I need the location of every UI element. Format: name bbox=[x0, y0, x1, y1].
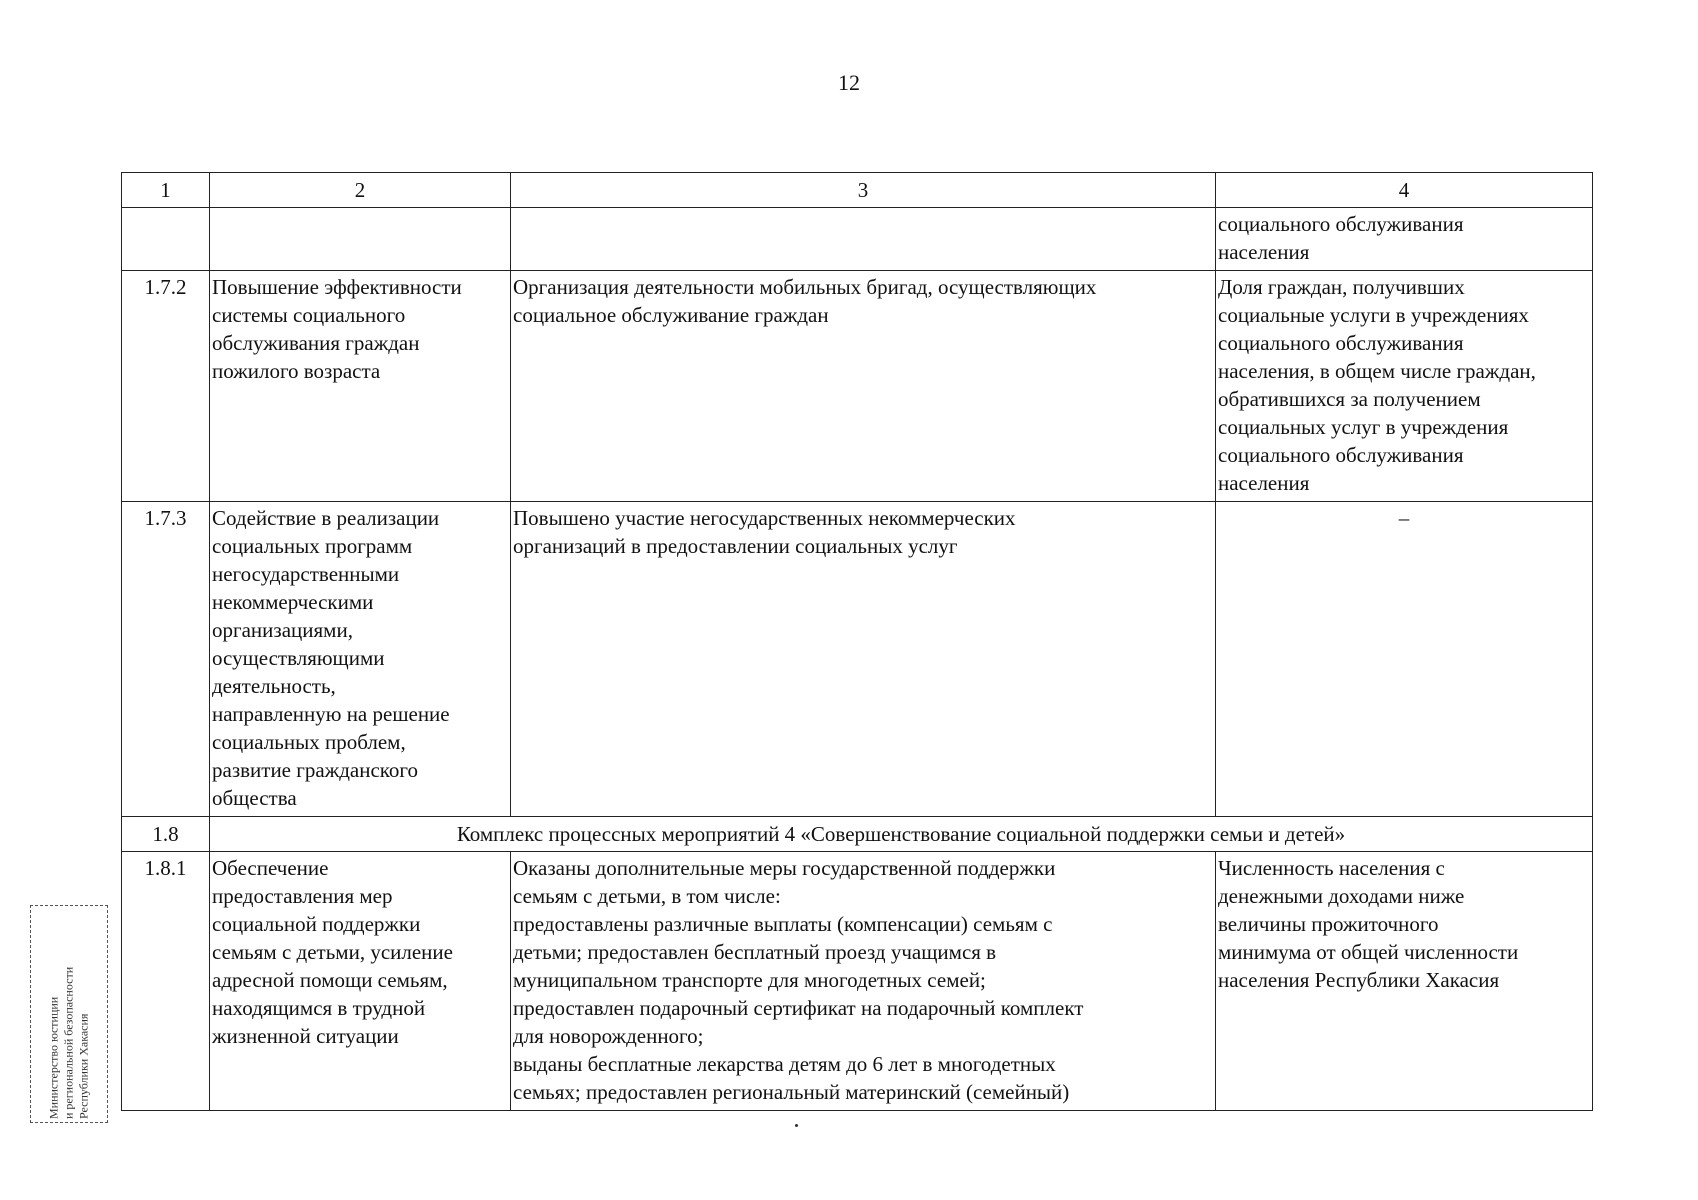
cell-line: системы социального bbox=[212, 303, 406, 327]
cell-line: общества bbox=[212, 786, 297, 810]
cell-line: социальных проблем, bbox=[212, 730, 406, 754]
cell-num: 1.8 bbox=[122, 817, 210, 852]
cell-indicator bbox=[1216, 208, 1593, 271]
table-row-continuation bbox=[122, 208, 1593, 271]
cell-line: предоставлен подарочный сертификат на подарочный комплект bbox=[513, 996, 1084, 1020]
cell-line: пожилого возраста bbox=[212, 359, 381, 383]
page-number: 12 bbox=[838, 70, 860, 95]
cell-indicator-dash: – bbox=[1216, 502, 1593, 817]
cell-num: 1.7.2 bbox=[122, 271, 210, 502]
cell-line: осуществляющими bbox=[212, 646, 385, 670]
registration-stamp bbox=[30, 905, 108, 1123]
cell-line: социальной поддержки bbox=[212, 912, 421, 936]
cell-measure bbox=[210, 502, 511, 817]
cell-line: предоставления мер bbox=[212, 884, 393, 908]
stamp-line: Министерство юстиции bbox=[46, 996, 61, 1119]
cell-line: величины прожиточного bbox=[1218, 912, 1439, 936]
table-row-1-7-2 bbox=[122, 271, 1593, 502]
cell-line: минимума от общей численности bbox=[1218, 940, 1519, 964]
cell-line: Повышено участие негосударственных некоммерческих bbox=[513, 506, 1016, 530]
table-row-1-7-3 bbox=[122, 502, 1593, 817]
cell-line: семьям с детьми, в том числе: bbox=[513, 884, 781, 908]
cell-line: обслуживания граждан bbox=[212, 331, 420, 355]
cell-line: Содействие в реализации bbox=[212, 506, 440, 530]
header-col-3: 3 bbox=[511, 173, 1216, 208]
cell-line: деятельность, bbox=[212, 674, 336, 698]
cell-line: адресной помощи семьям, bbox=[212, 968, 448, 992]
cell-line: организациями, bbox=[212, 618, 353, 642]
cell-num: 1.7.3 bbox=[122, 502, 210, 817]
cell-line: Численность населения с bbox=[1218, 856, 1445, 880]
cell-result bbox=[511, 502, 1216, 817]
cell-measure bbox=[210, 852, 511, 1111]
header-col-4: 4 bbox=[1216, 173, 1593, 208]
header-col-2: 2 bbox=[210, 173, 511, 208]
cell-line: социального обслуживания bbox=[1218, 443, 1464, 467]
cell-line: негосударственными bbox=[212, 562, 400, 586]
speck-mark bbox=[795, 1124, 798, 1127]
cell-line: Обеспечение bbox=[212, 856, 329, 880]
cell-line: семьям с детьми, усиление bbox=[212, 940, 453, 964]
cell-result bbox=[511, 208, 1216, 271]
cell-line: находящимся в трудной bbox=[212, 996, 426, 1020]
cell-line: социального обслуживания bbox=[1218, 331, 1464, 355]
cell-line: населения bbox=[1218, 240, 1310, 264]
cell-line: населения bbox=[1218, 471, 1310, 495]
cell-line: муниципальном транспорте для многодетных семей; bbox=[513, 968, 986, 992]
cell-line: организаций в предоставлении социальных услуг bbox=[513, 534, 958, 558]
cell-line: денежными доходами ниже bbox=[1218, 884, 1465, 908]
cell-line: Повышение эффективности bbox=[212, 275, 462, 299]
cell-line: обратившихся за получением bbox=[1218, 387, 1481, 411]
cell-line: направленную на решение bbox=[212, 702, 450, 726]
stamp-line: Республики Хакасия bbox=[76, 1013, 91, 1119]
cell-line: детьми; предоставлен бесплатный проезд учащимся в bbox=[513, 940, 997, 964]
header-col-1: 1 bbox=[122, 173, 210, 208]
cell-indicator bbox=[1216, 852, 1593, 1111]
table-header-row bbox=[122, 173, 1593, 208]
cell-line: населения, в общем числе граждан, bbox=[1218, 359, 1536, 383]
cell-line: социального обслуживания bbox=[1218, 212, 1464, 236]
table-row-1-8-1 bbox=[122, 852, 1593, 1111]
cell-line: развитие гражданского bbox=[212, 758, 418, 782]
cell-line: Организация деятельности мобильных бригад, осуществляющих bbox=[513, 275, 1097, 299]
cell-indicator bbox=[1216, 271, 1593, 502]
cell-line: жизненной ситуации bbox=[212, 1024, 399, 1048]
cell-result bbox=[511, 852, 1216, 1111]
table-row-group-1-8 bbox=[122, 817, 1593, 852]
stamp-line: и региональной безопасности bbox=[61, 966, 76, 1119]
cell-result bbox=[511, 271, 1216, 502]
cell-measure bbox=[210, 271, 511, 502]
cell-line: выданы бесплатные лекарства детям до 6 лет в многодетных bbox=[513, 1052, 1056, 1076]
cell-line: некоммерческими bbox=[212, 590, 374, 614]
cell-line: социальных услуг в учреждения bbox=[1218, 415, 1509, 439]
cell-line: Доля граждан, получивших bbox=[1218, 275, 1465, 299]
cell-measure bbox=[210, 208, 511, 271]
cell-line: населения Республики Хакасия bbox=[1218, 968, 1500, 992]
group-title: Комплекс процессных мероприятий 4 «Совершенствование социальной поддержки семьи и детей» bbox=[210, 817, 1593, 852]
cell-line: семьях; предоставлен региональный материнский (семейный) bbox=[513, 1080, 1070, 1104]
document-table bbox=[121, 172, 1593, 1111]
stamp-text bbox=[47, 909, 92, 1119]
cell-line: предоставлены различные выплаты (компенсации) семьям с bbox=[513, 912, 1053, 936]
cell-num: 1.8.1 bbox=[122, 852, 210, 1111]
cell-line: Оказаны дополнительные меры государственной поддержки bbox=[513, 856, 1056, 880]
cell-line: социальные услуги в учреждениях bbox=[1218, 303, 1529, 327]
cell-line: для новорожденного; bbox=[513, 1024, 704, 1048]
cell-num bbox=[122, 208, 210, 271]
cell-line: социальных программ bbox=[212, 534, 413, 558]
cell-line: социальное обслуживание граждан bbox=[513, 303, 829, 327]
